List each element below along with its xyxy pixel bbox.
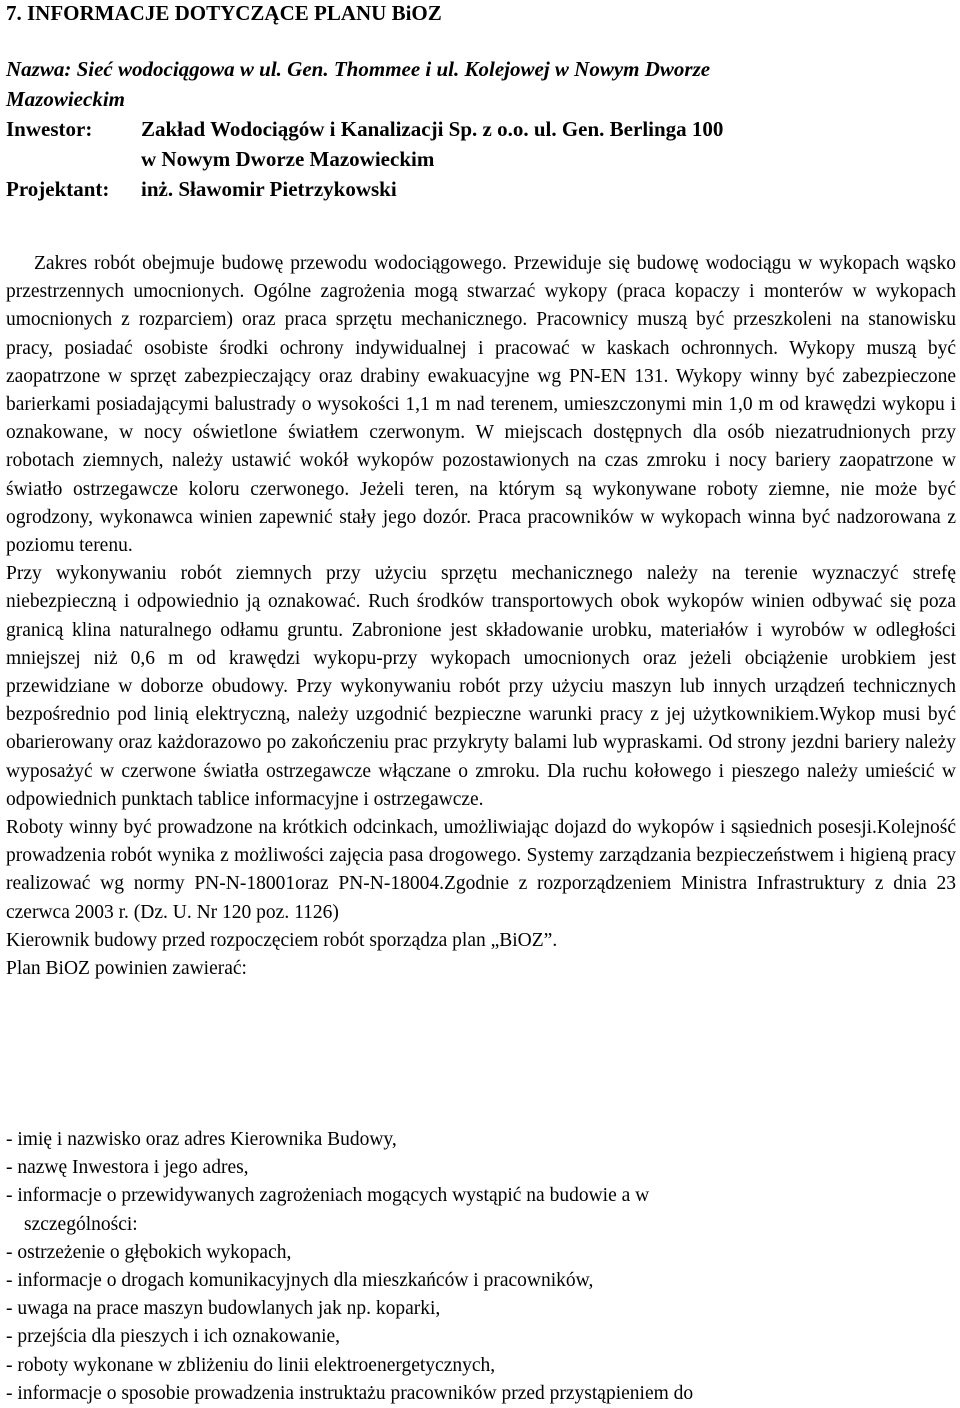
designer-label: Projektant: (6, 177, 110, 201)
paragraph: Plan BiOZ powinien zawierać: (6, 958, 247, 980)
list-item: - przejścia dla pieszych i ich oznakowanie, (6, 1326, 341, 1348)
project-name-line-2: Mazowieckim (6, 87, 125, 111)
list-item: - ostrzeżenie o głębokich wykopach, (6, 1241, 292, 1263)
list-item: - informacje o sposobie prowadzenia instruktażu pracowników przed przystąpieniem do (6, 1382, 694, 1404)
section-heading: 7. INFORMACJE DOTYCZĄCE PLANU BiOZ (6, 1, 442, 25)
list-item: - informacje o drogach komunikacyjnych dla mieszkańców i pracowników, (6, 1270, 594, 1292)
paragraph: Przy wykonywaniu robót ziemnych przy użyciu sprzętu mechanicznego należy na terenie wyznaczyć strefę niebezpieczną i odpowiednio ją oznakować. Ruch środków transportowych obok wykopów winien odbywać się poza granicą klina naturalnego odłamu gruntu. Zabronione jest składowanie urobku, materiałów i wyrobów w odległości mniejszej niż 0,6 m od krawędzi wykopu-przy wykopach umocnionych oraz jeżeli obciążenie urobkiem jest przewidziane w doborze obudowy. Przy wykonywaniu robót przy użyciu maszyn lub innych urządzeń technicznych bezpośrednio pod linią elektryczną, należy uzgodnić bezpieczne warunki pracy z jej użytkownikiem.Wykop musi być obarierowany oraz każdorazowo po zakończeniu prac przykryty balami lub wypraskami. Od strony jezdni bariery należy wyposażyć w czerwone światła ostrzegawcze włączane o zmroku. Dla ruchu kołowego i pieszego należy umieścić w odpowiednich punktach tablice informacyjne i ostrzegawcze. (6, 563, 956, 810)
list-item: - uwaga na prace maszyn budowlanych jak np. koparki, (6, 1298, 441, 1320)
investor-value: Zakład Wodociągów i Kanalizacji Sp. z o.o. ul. Gen. Berlinga 100 (141, 117, 724, 141)
investor-address: w Nowym Dworze Mazowieckim (141, 147, 435, 171)
paragraph: Zakres robót obejmuje budowę przewodu wodociągowego. Przewiduje się budowę wodociągu w wykopach wąsko przestrzennych umocnionych. Ogólne zagrożenia mogą stwarzać wykopy (praca kopaczy i monterów w wykopach umocnionych z rozparciem) oraz praca sprzętu mechanicznego. Pracownicy muszą być przeszkoleni na stanowisku pracy, posiadać osobiste środki ochrony indywidualnej i pracować w kaskach ochronnych. Wykopy muszą być zaopatrzone w sprzęt zabezpieczający oraz drabiny ewakuacyjne wg PN-EN 131. Wykopy winny być zabezpieczone barierkami posiadającymi balustrady o wysokości 1,1 m nad terenem, umieszczonymi min 1,0 m od krawędzi wykopu i oznakowane, w nocy oświetlone światłem czerwonym. W miejscach dostępnych dla osób niezatrudnionych przy robotach ziemnych, należy ustawić wokół wykopów pozostawionych na czas zmroku i nocy bariery zaopatrzone w światło ostrzegawcze koloru czerwonego. Jeżeli teren, na którym są wykonywane roboty ziemne, nie może być ogrodzony, wykonawca winien zapewnić stały jego dozór. Praca pracowników w wykopach winna być nadzorowana z poziomu terenu. (6, 253, 956, 557)
project-name-line-1: Nazwa: Sieć wodociągowa w ul. Gen. Thommee i ul. Kolejowej w Nowym Dworze (6, 57, 711, 81)
requirements-list (6, 1126, 956, 1408)
list-item: - imię i nazwisko oraz adres Kierownika Budowy, (6, 1129, 397, 1150)
designer-value: inż. Sławomir Pietrzykowski (141, 177, 397, 201)
document-body (6, 250, 956, 983)
paragraph: Roboty winny być prowadzone na krótkich odcinkach, umożliwiając dojazd do wykopów i sąsiednich posesji.Kolejność prowadzenia robót wynika z możliwości zajęcia pasa drogowego. Systemy zarządzania bezpieczeństwem i higieną pracy realizować wg normy PN-N-18001oraz PN-N-18004.Zgodnie z rozporządzeniem Ministra Infrastruktury z dnia 23 czerwca 2003 r. (Dz. U. Nr 120 poz. 1126) (6, 817, 956, 923)
project-metadata (6, 54, 956, 204)
paragraph: Kierownik budowy przed rozpoczęciem robót sporządza plan „BiOZ”. (6, 929, 558, 951)
designer-row (6, 174, 956, 204)
list-item: - informacje o przewidywanych zagrożeniach mogących wystąpić na budowie a w (6, 1185, 650, 1207)
investor-row (6, 114, 956, 144)
investor-label: Inwestor: (6, 117, 93, 141)
list-item: - nazwę Inwestora i jego adres, (6, 1157, 249, 1179)
list-item: - roboty wykonane w zbliżeniu do linii elektroenergetycznych, (6, 1354, 496, 1376)
list-item: szczególności: (24, 1213, 138, 1235)
